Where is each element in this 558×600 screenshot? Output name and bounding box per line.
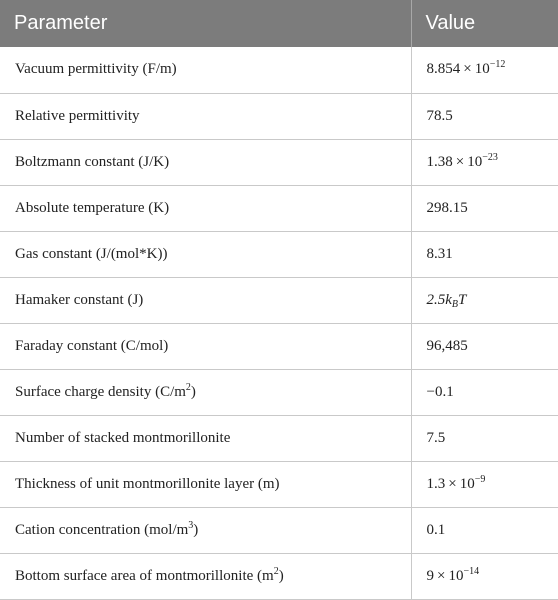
parameter-cell xyxy=(0,553,411,599)
value-b: T xyxy=(458,291,467,308)
value-times: × xyxy=(463,61,472,78)
table-row xyxy=(0,47,558,93)
header-row xyxy=(0,0,558,47)
value-cell: 8.31 xyxy=(411,231,558,277)
header-value: Value xyxy=(411,0,558,47)
value-cell: 96,485 xyxy=(411,323,558,369)
parameter-cell: Gas constant (J/(mol*K)) xyxy=(0,231,411,277)
value-cell xyxy=(411,277,558,323)
value-cell xyxy=(411,553,558,599)
parameter-sup: 2 xyxy=(273,565,279,577)
value-pow: 10 xyxy=(474,61,490,78)
parameter-cell: Hamaker constant (J) xyxy=(0,277,411,323)
value-cell: −0.1 xyxy=(411,369,558,415)
value-base: 1.38 xyxy=(426,153,453,170)
value-pow: 10 xyxy=(467,153,483,170)
parameter-b: ) xyxy=(190,383,196,400)
table-row xyxy=(0,507,558,553)
parameter-a: Cation concentration (mol/m xyxy=(15,521,189,538)
table-row xyxy=(0,277,558,323)
value-exp: −23 xyxy=(482,151,498,163)
value-cell: 7.5 xyxy=(411,415,558,461)
parameter-a: Surface charge density (C/m xyxy=(15,383,186,400)
value-exp: −9 xyxy=(474,473,486,485)
value-times: × xyxy=(455,153,465,170)
value-cell: 78.5 xyxy=(411,93,558,139)
value-cell xyxy=(411,139,558,185)
value-times: × xyxy=(448,475,457,492)
value-pow: 10 xyxy=(448,567,464,584)
parameter-cell xyxy=(0,507,411,553)
parameter-cell: Thickness of unit montmorillonite layer (m) xyxy=(0,461,411,507)
value-cell xyxy=(411,47,558,93)
table-row xyxy=(0,323,558,369)
value-base: 9 xyxy=(426,567,434,584)
table-row xyxy=(0,139,558,185)
table-row xyxy=(0,461,558,507)
parameter-sup: 2 xyxy=(185,381,191,393)
value-a: 2.5k xyxy=(426,291,452,308)
value-cell: 0.1 xyxy=(411,507,558,553)
value-exp: −12 xyxy=(489,59,506,71)
parameter-cell: Vacuum permittivity (F/m) xyxy=(0,47,411,93)
parameter-cell xyxy=(0,369,411,415)
table-row xyxy=(0,553,558,599)
header-parameter: Parameter xyxy=(0,0,411,47)
table-header xyxy=(0,0,558,47)
value-sub: B xyxy=(451,298,459,310)
parameter-cell: Boltzmann constant (J/K) xyxy=(0,139,411,185)
table-row xyxy=(0,415,558,461)
table-row xyxy=(0,231,558,277)
table-row xyxy=(0,369,558,415)
parameter-cell: Number of stacked montmorillonite xyxy=(0,415,411,461)
parameter-b: ) xyxy=(278,567,284,584)
parameter-cell: Absolute temperature (K) xyxy=(0,185,411,231)
parameter-a: Bottom surface area of montmorillonite (m xyxy=(15,567,274,584)
value-base: 1.3 xyxy=(426,475,446,492)
parameter-b: ) xyxy=(193,521,199,538)
table-row xyxy=(0,93,558,139)
value-base: 8.854 xyxy=(426,61,461,78)
value-exp: −14 xyxy=(463,565,480,577)
value-cell: 298.15 xyxy=(411,185,558,231)
value-pow: 10 xyxy=(459,475,475,492)
table-row xyxy=(0,185,558,231)
parameter-sup: 3 xyxy=(188,519,194,531)
value-cell xyxy=(411,461,558,507)
table-body xyxy=(0,47,558,599)
value-times: × xyxy=(437,567,446,584)
parameter-cell: Faraday constant (C/mol) xyxy=(0,323,411,369)
parameter-cell: Relative permittivity xyxy=(0,93,411,139)
